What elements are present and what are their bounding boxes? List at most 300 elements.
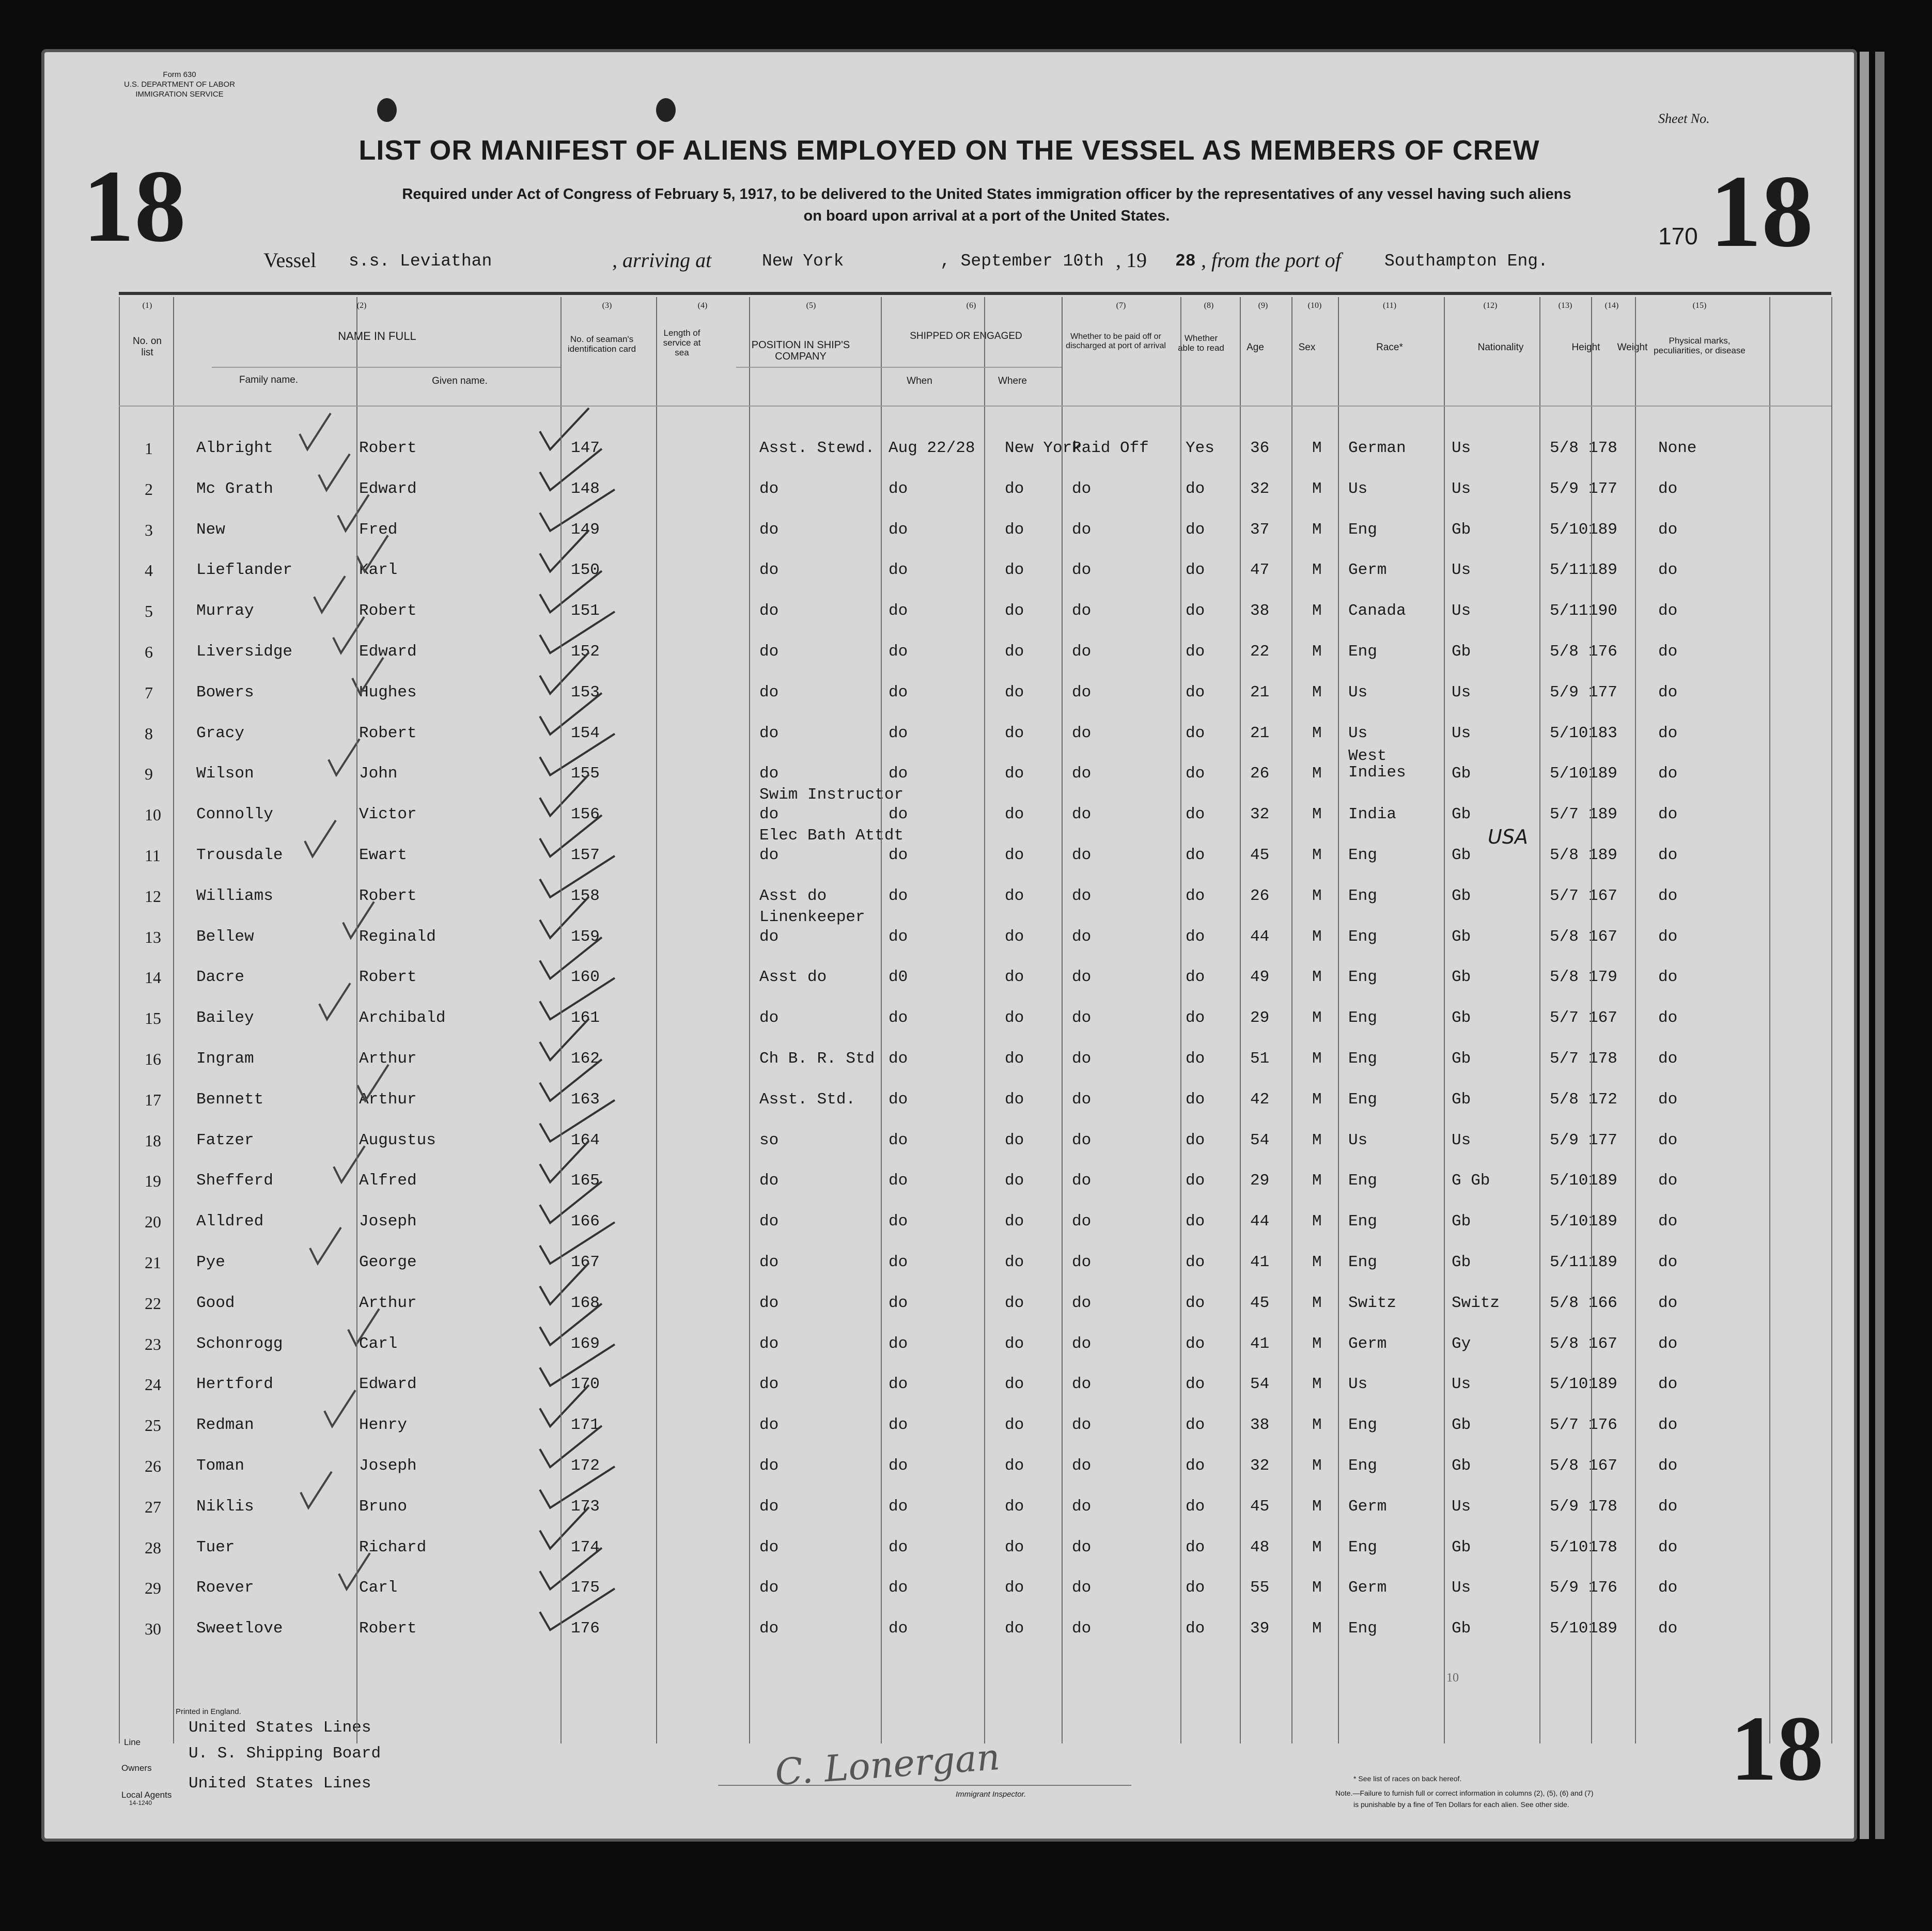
cell-card: 155 (571, 765, 600, 783)
cell-when: do (889, 643, 908, 661)
cell-weight: 177 (1588, 683, 1617, 702)
cell-race: Germ (1348, 1334, 1387, 1353)
cell-family: Ingram (196, 1050, 254, 1068)
table-column-rule (119, 297, 120, 1743)
cell-marks: do (1658, 1131, 1678, 1149)
cell-card: 147 (571, 439, 600, 457)
cell-weight: 189 (1588, 561, 1617, 580)
cell-family: Dacre (196, 968, 245, 987)
cell-weight: 190 (1588, 602, 1617, 620)
cell-weight: 189 (1588, 520, 1617, 539)
cell-paid: do (1072, 1212, 1092, 1231)
cell-card: 152 (571, 643, 600, 661)
cell-when: Aug 22/28 (889, 439, 975, 457)
cell-given: Karl (359, 561, 398, 580)
checkmark-icon (540, 490, 615, 531)
cell-nat: Gb (1452, 1212, 1471, 1231)
cell-card: 172 (571, 1457, 600, 1475)
table-column-rule (1291, 297, 1292, 1743)
cell-card: 162 (571, 1050, 600, 1068)
checkmark-icon (348, 1309, 379, 1345)
cell-height: 5/9 (1550, 1579, 1579, 1597)
cell-where: do (1005, 968, 1024, 987)
checkmark-icon (324, 1390, 355, 1426)
signature-line (718, 1785, 1131, 1786)
cell-where: do (1005, 1090, 1024, 1109)
cell-sex: M (1312, 1416, 1322, 1435)
cell-paid: do (1072, 1131, 1092, 1149)
cell-position: do (759, 1009, 779, 1027)
cell-n: 15 (145, 1009, 161, 1028)
cell-where: do (1005, 927, 1024, 946)
cell-marks: do (1658, 1294, 1678, 1312)
cell-sex: M (1312, 1090, 1322, 1109)
cell-n: 11 (145, 846, 161, 865)
cell-nat: Us (1452, 724, 1471, 742)
cell-age: 45 (1250, 1497, 1270, 1516)
cell-marks: do (1658, 602, 1678, 620)
cell-n: 21 (145, 1253, 161, 1272)
cell-read: do (1186, 805, 1205, 824)
tally-mark: 10 (1446, 1671, 1459, 1685)
cell-family: Mc Grath (196, 479, 273, 498)
cell-read: do (1186, 1253, 1205, 1271)
cell-age: 26 (1250, 886, 1270, 905)
cell-position: do (759, 1375, 779, 1394)
cell-weight: 167 (1588, 1334, 1617, 1353)
cell-weight: 167 (1588, 927, 1617, 946)
cell-weight: 189 (1588, 805, 1617, 824)
cell-family: Niklis (196, 1497, 254, 1516)
cell-position: do (759, 1253, 779, 1271)
cell-given: Ewart (359, 846, 408, 864)
cell-weight: 176 (1588, 643, 1617, 661)
cell-age: 32 (1250, 1457, 1270, 1475)
cell-marks: do (1658, 561, 1678, 580)
cell-n: 1 (145, 439, 153, 458)
checkmark-icon (540, 1222, 615, 1264)
cell-where: do (1005, 805, 1024, 824)
column-number: (13) (1558, 301, 1572, 310)
cell-age: 41 (1250, 1253, 1270, 1271)
cell-where: do (1005, 1579, 1024, 1597)
cell-family: Hertford (196, 1375, 273, 1394)
cell-age: 22 (1250, 643, 1270, 661)
cell-age: 36 (1250, 439, 1270, 457)
arrival-date: , September 10th (940, 252, 1104, 271)
cell-family: Toman (196, 1457, 245, 1475)
cell-where: do (1005, 602, 1024, 620)
column-number: (1) (142, 301, 152, 310)
cell-marks: do (1658, 1253, 1678, 1271)
cell-n: 16 (145, 1050, 161, 1068)
cell-read: do (1186, 846, 1205, 864)
cell-height: 5/8 (1550, 1090, 1579, 1109)
cell-given: Robert (359, 968, 417, 987)
cell-card: 154 (571, 724, 600, 742)
table-column-rule (881, 297, 882, 1743)
cell-family: Wilson (196, 765, 254, 783)
cell-position: do (759, 1579, 779, 1597)
checkmark-icon (540, 693, 602, 735)
cell-nat: Switz (1452, 1294, 1500, 1312)
cell-paid: do (1072, 1009, 1092, 1027)
cell-family: Liversidge (196, 643, 293, 661)
cell-where: do (1005, 886, 1024, 905)
cell-where: do (1005, 683, 1024, 702)
checkmark-icon (319, 983, 350, 1019)
cell-position: Asst do (759, 886, 827, 905)
cell-age: 37 (1250, 520, 1270, 539)
cell-card: 149 (571, 520, 600, 539)
cell-race: Eng (1348, 1212, 1377, 1231)
local-agents-value: United States Lines (189, 1774, 371, 1793)
cell-where: do (1005, 1538, 1024, 1556)
cell-race: Germ (1348, 1497, 1387, 1516)
service-name: IMMIGRATION SERVICE (135, 90, 224, 99)
checkmark-icon (540, 897, 589, 938)
cell-age: 39 (1250, 1619, 1270, 1638)
cell-age: 55 (1250, 1579, 1270, 1597)
cell-n: 18 (145, 1131, 161, 1150)
table-column-rule (173, 297, 174, 1743)
cell-age: 48 (1250, 1538, 1270, 1556)
cell-marks: None (1658, 439, 1697, 457)
cell-n: 4 (145, 561, 153, 580)
checkmark-icon (301, 1472, 332, 1508)
cell-height: 5/11 (1550, 561, 1588, 580)
cell-height: 5/8 (1550, 1294, 1579, 1312)
cell-given: John (359, 765, 398, 783)
table-column-rule (984, 297, 985, 1743)
cell-height: 5/10 (1550, 1375, 1588, 1394)
cell-race: German (1348, 439, 1406, 457)
cell-weight: 189 (1588, 1619, 1617, 1638)
cell-weight: 189 (1588, 1172, 1617, 1190)
cell-n: 30 (145, 1619, 161, 1639)
subtitle-line-2: on board upon arrival at a port of the United States. (803, 208, 1170, 224)
cell-race: Eng (1348, 927, 1377, 946)
cell-nat: Us (1452, 1497, 1471, 1516)
cell-read: do (1186, 561, 1205, 580)
vessel-label: Vessel (263, 248, 317, 272)
cell-given: Richard (359, 1538, 427, 1556)
cell-given: Joseph (359, 1457, 417, 1475)
subheader-rule (736, 367, 1062, 368)
cell-card: 165 (571, 1172, 600, 1190)
cell-marks: do (1658, 1497, 1678, 1516)
cell-race: Eng (1348, 643, 1377, 661)
cell-read: do (1186, 520, 1205, 539)
cell-card: 171 (571, 1416, 600, 1435)
cell-sex: M (1312, 439, 1322, 457)
sheet-number-right: 18 (1710, 154, 1813, 269)
cell-paid: do (1072, 561, 1092, 580)
checkmark-icon (339, 1553, 370, 1589)
cell-card: 158 (571, 886, 600, 905)
cell-card: 169 (571, 1334, 600, 1353)
checkmark-icon (540, 1019, 589, 1060)
cell-race: Eng (1348, 1253, 1377, 1271)
cell-height: 5/7 (1550, 886, 1579, 905)
cell-sex: M (1312, 1457, 1322, 1475)
cell-given: Carl (359, 1334, 398, 1353)
cell-weight: 189 (1588, 846, 1617, 864)
cell-position: Ch B. R. Std (759, 1050, 875, 1068)
cell-height: 5/8 (1550, 846, 1579, 864)
cell-given: Edward (359, 479, 417, 498)
cell-where: do (1005, 1416, 1024, 1435)
cell-age: 32 (1250, 479, 1270, 498)
cell-n: 3 (145, 520, 153, 539)
penalty-note: Note.—Failure to furnish full or correct information in columns (2), (5), (6) and (7) (1335, 1789, 1594, 1797)
from-port: Southampton Eng. (1384, 252, 1548, 271)
cell-read: do (1186, 479, 1205, 498)
cell-race: Eng (1348, 1050, 1377, 1068)
checkmark-icon (540, 1426, 602, 1467)
cell-weight: 176 (1588, 1579, 1617, 1597)
cell-sex: M (1312, 1375, 1322, 1394)
cell-position: do (759, 1457, 779, 1475)
subtitle-line-1: Required under Act of Congress of February 5, 1917, to be delivered to the United States immigration officer by the representatives of any vessel having such aliens (402, 186, 1571, 203)
cell-marks: do (1658, 927, 1678, 946)
col-where-header: Where (998, 376, 1027, 386)
cell-position: do (759, 520, 779, 539)
cell-n: 28 (145, 1538, 161, 1557)
cell-card: 159 (571, 927, 600, 946)
col-read-header: Whether able to read (1178, 333, 1224, 353)
cell-n: 22 (145, 1294, 161, 1313)
cell-height: 5/9 (1550, 1131, 1579, 1149)
cell-card: 150 (571, 561, 600, 580)
cell-card: 156 (571, 805, 600, 824)
cell-position-ditto: do (759, 846, 779, 864)
cell-position: Asst. Std. (759, 1090, 856, 1109)
cell-family: Alldred (196, 1212, 264, 1231)
cell-when: do (889, 846, 908, 864)
cell-nat: Us (1452, 683, 1471, 702)
table-column-rule (1635, 297, 1636, 1743)
cell-height: 5/10 (1550, 1619, 1588, 1638)
cell-family: Schonrogg (196, 1334, 283, 1353)
cell-race: Eng (1348, 520, 1377, 539)
cell-height: 5/8 (1550, 1457, 1579, 1475)
cell-age: 45 (1250, 1294, 1270, 1312)
cell-paid: do (1072, 1375, 1092, 1394)
cell-age: 47 (1250, 561, 1270, 580)
year-label: , 19 (1116, 248, 1147, 272)
cell-sex: M (1312, 561, 1322, 580)
column-number: (15) (1692, 301, 1707, 310)
table-column-rule (656, 297, 657, 1743)
cell-when: do (889, 1375, 908, 1394)
cell-nat: Gy (1452, 1334, 1471, 1353)
cell-sex: M (1312, 805, 1322, 824)
cell-race: Us (1348, 479, 1368, 498)
cell-read: do (1186, 1538, 1205, 1556)
cell-when: do (889, 479, 908, 498)
cell-position: do (759, 1334, 779, 1353)
cell-position: Swim Instructor (759, 786, 904, 804)
cell-position: do (759, 479, 779, 498)
cell-weight: 179 (1588, 968, 1617, 987)
cell-where: do (1005, 1294, 1024, 1312)
col-sex-header: Sex (1298, 342, 1316, 353)
cell-position: do (759, 1538, 779, 1556)
cell-n: 20 (145, 1212, 161, 1232)
cell-read: do (1186, 1497, 1205, 1516)
cell-given: Edward (359, 1375, 417, 1394)
column-number: (14) (1604, 301, 1619, 310)
table-column-rule (560, 297, 562, 1743)
cell-paid: do (1072, 968, 1092, 987)
cell-position: do (759, 683, 779, 702)
cell-age: 49 (1250, 968, 1270, 987)
cell-card: 168 (571, 1294, 600, 1312)
cell-read: do (1186, 968, 1205, 987)
column-number: (5) (806, 301, 816, 310)
cell-nat: G Gb (1452, 1172, 1490, 1190)
cell-given: Robert (359, 602, 417, 620)
col-no-header: No. on list (133, 336, 162, 358)
cell-card: 148 (571, 479, 600, 498)
cell-sex: M (1312, 846, 1322, 864)
cell-weight: 189 (1588, 765, 1617, 783)
cell-where: do (1005, 1009, 1024, 1027)
checkmark-icon (540, 815, 602, 857)
cell-n: 9 (145, 765, 153, 784)
cell-weight: 183 (1588, 724, 1617, 742)
cell-family: Trousdale (196, 846, 283, 864)
column-number: (2) (356, 301, 367, 310)
cell-where: do (1005, 479, 1024, 498)
cell-when: do (889, 1619, 908, 1638)
cell-nat: Gb (1452, 765, 1471, 783)
inspector-signature: C. Lonergan (773, 1735, 1002, 1794)
cell-given: Reginald (359, 927, 436, 946)
cell-n: 5 (145, 602, 153, 621)
cell-position-ditto: do (759, 805, 779, 824)
cell-paid: do (1072, 1294, 1092, 1312)
checkmark-icon (540, 1344, 615, 1385)
cell-sex: M (1312, 1619, 1322, 1638)
checkmark-icon (540, 1507, 589, 1549)
column-number: (8) (1204, 301, 1214, 310)
cell-family: Roever (196, 1579, 254, 1597)
column-number: (12) (1483, 301, 1498, 310)
cell-age: 21 (1250, 683, 1270, 702)
cell-race: Eng (1348, 1090, 1377, 1109)
cell-height: 5/7 (1550, 1009, 1579, 1027)
cell-marks: do (1658, 1009, 1678, 1027)
cell-paid: do (1072, 846, 1092, 864)
cell-position: do (759, 1416, 779, 1435)
cell-position: Linenkeeper (759, 908, 865, 926)
cell-position: do (759, 765, 779, 783)
from-port-label: , from the port of (1201, 248, 1341, 272)
cell-sex: M (1312, 602, 1322, 620)
cell-weight: 176 (1588, 1416, 1617, 1435)
cell-position: do (759, 1619, 779, 1638)
cell-family: Tuer (196, 1538, 235, 1556)
cell-nat: Gb (1452, 968, 1471, 987)
cell-age: 42 (1250, 1090, 1270, 1109)
cell-given: Carl (359, 1579, 398, 1597)
cell-weight: 177 (1588, 479, 1617, 498)
sheet-no-label: Sheet No. (1658, 111, 1710, 126)
cell-nat: Gb (1452, 805, 1471, 824)
cell-sex: M (1312, 1131, 1322, 1149)
cell-weight: 189 (1588, 1253, 1617, 1271)
column-number: (10) (1307, 301, 1322, 310)
cell-marks: do (1658, 1172, 1678, 1190)
cell-family: Gracy (196, 724, 245, 742)
checkmark-icon (357, 535, 388, 571)
cell-paid: do (1072, 1497, 1092, 1516)
cell-paid: do (1072, 1619, 1092, 1638)
col-service-header: Length of service at sea (663, 328, 701, 357)
col-height-header: Height (1571, 342, 1600, 353)
cell-read: do (1186, 1212, 1205, 1231)
cell-race: Eng (1348, 1619, 1377, 1638)
col-name-header: NAME IN FULL (338, 330, 416, 342)
cell-family: Redman (196, 1416, 254, 1435)
cell-height: 5/7 (1550, 805, 1579, 824)
cell-paid: do (1072, 479, 1092, 498)
cell-sex: M (1312, 968, 1322, 987)
cell-given: Hughes (359, 683, 417, 702)
line-value: United States Lines (189, 1719, 371, 1737)
cell-when: do (889, 1131, 908, 1149)
cell-where: do (1005, 846, 1024, 864)
cell-read: do (1186, 927, 1205, 946)
cell-sex: M (1312, 643, 1322, 661)
cell-race: Eng (1348, 1172, 1377, 1190)
table-column-rule (1180, 297, 1181, 1743)
cell-marks: do (1658, 1538, 1678, 1556)
cell-position: do (759, 1294, 779, 1312)
cell-nat: Gb (1452, 1050, 1471, 1068)
cell-read: do (1186, 1294, 1205, 1312)
column-number: (7) (1116, 301, 1126, 310)
cell-sex: M (1312, 927, 1322, 946)
cell-given: Fred (359, 520, 398, 539)
cell-marks: do (1658, 724, 1678, 742)
cell-nat: Gb (1452, 1457, 1471, 1475)
cell-family: Lieflander (196, 561, 293, 580)
cell-when: do (889, 805, 908, 824)
cell-nat: Gb (1452, 886, 1471, 905)
cell-read: do (1186, 1090, 1205, 1109)
cell-marks: do (1658, 1579, 1678, 1597)
cell-height: 5/8 (1550, 1334, 1579, 1353)
cell-height: 5/7 (1550, 1050, 1579, 1068)
page-stamp: 170 (1658, 223, 1698, 250)
arriving-port: New York (762, 252, 844, 271)
cell-n: 26 (145, 1457, 161, 1475)
cell-family: Williams (196, 886, 273, 905)
cell-paid: do (1072, 1416, 1092, 1435)
printed-note: Printed in England. (176, 1707, 241, 1716)
cell-position-ditto: do (759, 927, 779, 946)
cell-weight: 189 (1588, 1375, 1617, 1394)
cell-given: Archibald (359, 1009, 446, 1027)
cell-read: do (1186, 724, 1205, 742)
cell-n: 24 (145, 1375, 161, 1394)
cell-family: Connolly (196, 805, 273, 824)
checkmark-icon (540, 449, 602, 490)
cell-nat: Gb (1452, 1253, 1471, 1271)
